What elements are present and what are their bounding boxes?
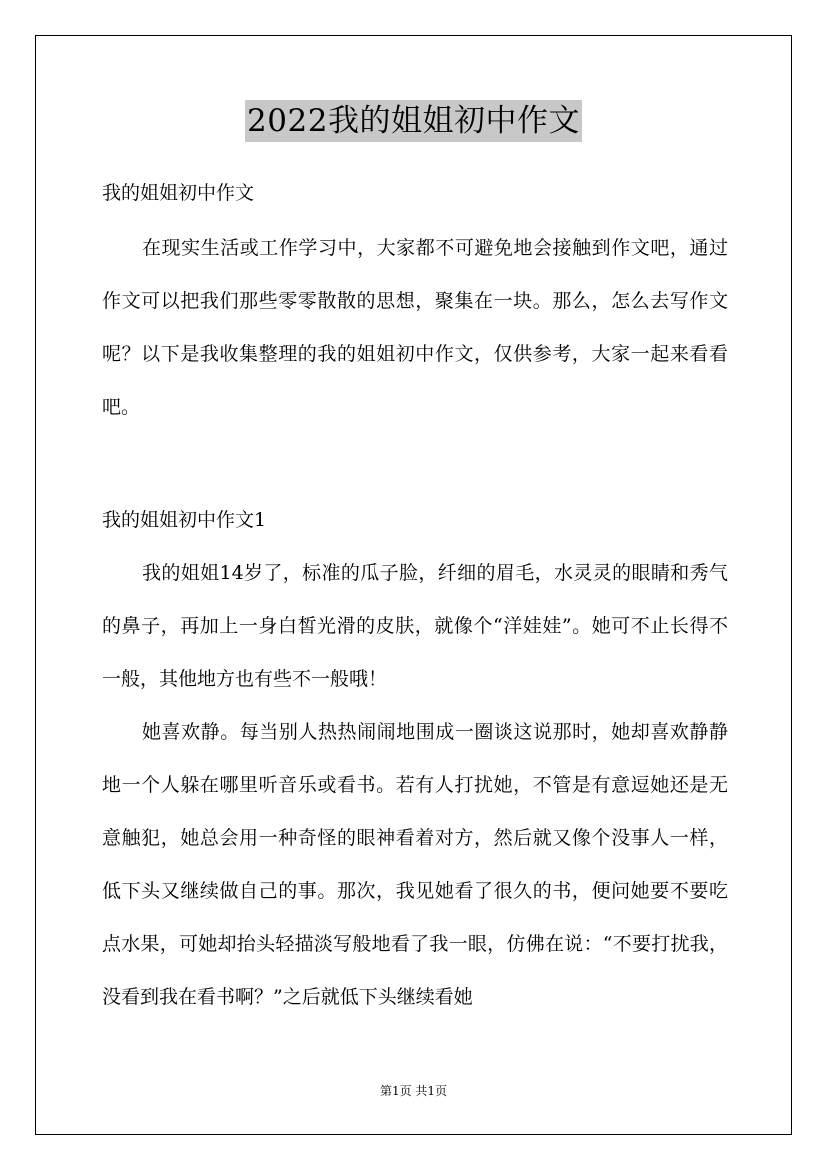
page-footer: 第1页 共1页 bbox=[379, 1084, 448, 1098]
body-paragraph-1: 我的姐姐14岁了，标准的瓜子脸，纤细的眉毛，水灵灵的眼睛和秀气的鼻子，再加上一身白皙光滑的皮肤，就像个“洋娃娃”。她可不止长得不一般，其他地方也有些不一般哦！ bbox=[102, 562, 728, 690]
document-subtitle: 我的姐姐初中作文 bbox=[102, 182, 255, 204]
title-container bbox=[0, 100, 827, 142]
section-heading: 我的姐姐初中作文1 bbox=[102, 509, 267, 531]
body-paragraph-2: 她喜欢静。每当别人热热闹闹地围成一圈谈这说那时，她却喜欢静静地一个人躲在哪里听音乐或看书。若有人打扰她，不管是有意逗她还是无意触犯，她总会用一种奇怪的眼神看着对方，然后就又像个没事人一样，低下头又继续做自己的事。那次，我见她看了很久的书，便问她要不要吃点水果，可她却抬头轻描淡写般地看了我一眼，仿佛在说：“不要打扰我，没看到我在看书啊？”之后就低下头继续看她 bbox=[102, 721, 728, 1008]
intro-paragraph: 在现实生活或工作学习中，大家都不可避免地会接触到作文吧，通过作文可以把我们那些零零散散的思想，聚集在一块。那么，怎么去写作文呢？以下是我收集整理的我的姐姐初中作文，仅供参考，大家一起来看看吧。 bbox=[102, 237, 728, 418]
document-title: 2022我的姐姐初中作文 bbox=[245, 100, 582, 142]
